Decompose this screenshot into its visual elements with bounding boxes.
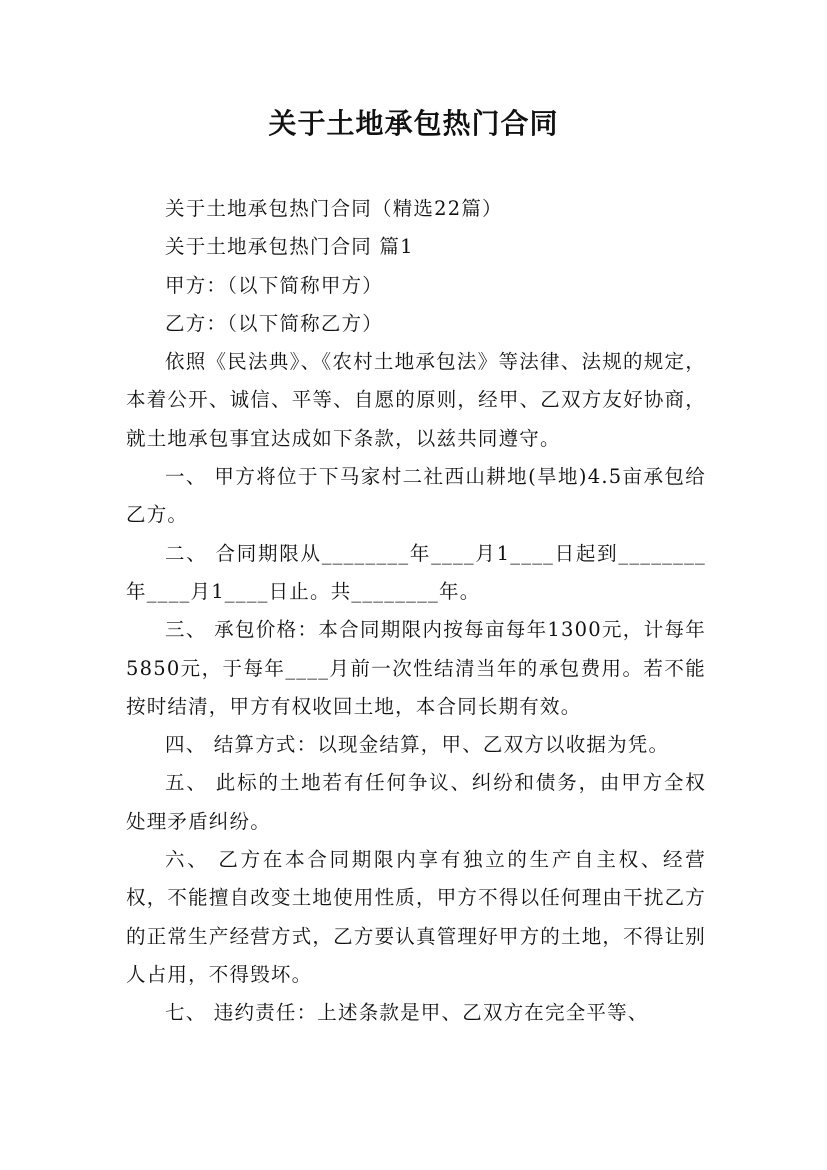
paragraph-clause-7: 七、 违约责任：上述条款是甲、乙双方在完全平等、	[165, 1001, 649, 1025]
paragraph-clause-3: 三、 承包价格：本合同期限内按每亩每年1300元，计每年5850元，于每年____月前一次性结清当年的承包费用。若不能按时结清，甲方有权收回土地，本合同长期有效。	[126, 618, 706, 718]
paragraph-clause-5: 五、 此标的土地若有任何争议、纠纷和债务，由甲方全权处理矛盾纠纷。	[126, 771, 706, 833]
paragraph-party-b: 乙方：（以下简称乙方）	[165, 311, 383, 335]
paragraph-party-a: 甲方：（以下简称甲方）	[165, 273, 383, 297]
paragraph-clause-6: 六、 乙方在本合同期限内享有独立的生产自主权、经营权，不能擅自改变土地使用性质，甲方不得以任何理由干扰乙方的正常生产经营方式，乙方要认真管理好甲方的土地，不得让别人占用，不得毁坏。	[126, 848, 706, 986]
document-body	[126, 190, 706, 1033]
paragraph-subtitle: 关于土地承包热门合同（精选22篇）	[165, 197, 503, 220]
document-title: 关于土地承包热门合同	[268, 107, 559, 140]
paragraph-section-heading: 关于土地承包热门合同 篇1	[165, 235, 414, 259]
paragraph-clause-4: 四、 结算方式：以现金结算，甲、乙双方以收据为凭。	[165, 733, 670, 757]
paragraph-clause-2: 二、 合同期限从________年____月1____日起到________年____月1____日止。共________年。	[126, 541, 706, 603]
paragraph-clause-1: 一、 甲方将位于下马家村二社西山耕地(旱地)4.5亩承包给乙方。	[126, 465, 706, 527]
paragraph-preamble: 依照《民法典》、《农村土地承包法》等法律、法规的规定，本着公开、诚信、平等、自愿的原则，经甲、乙双方友好协商，就土地承包事宜达成如下条款，以兹共同遵守。	[126, 350, 706, 450]
